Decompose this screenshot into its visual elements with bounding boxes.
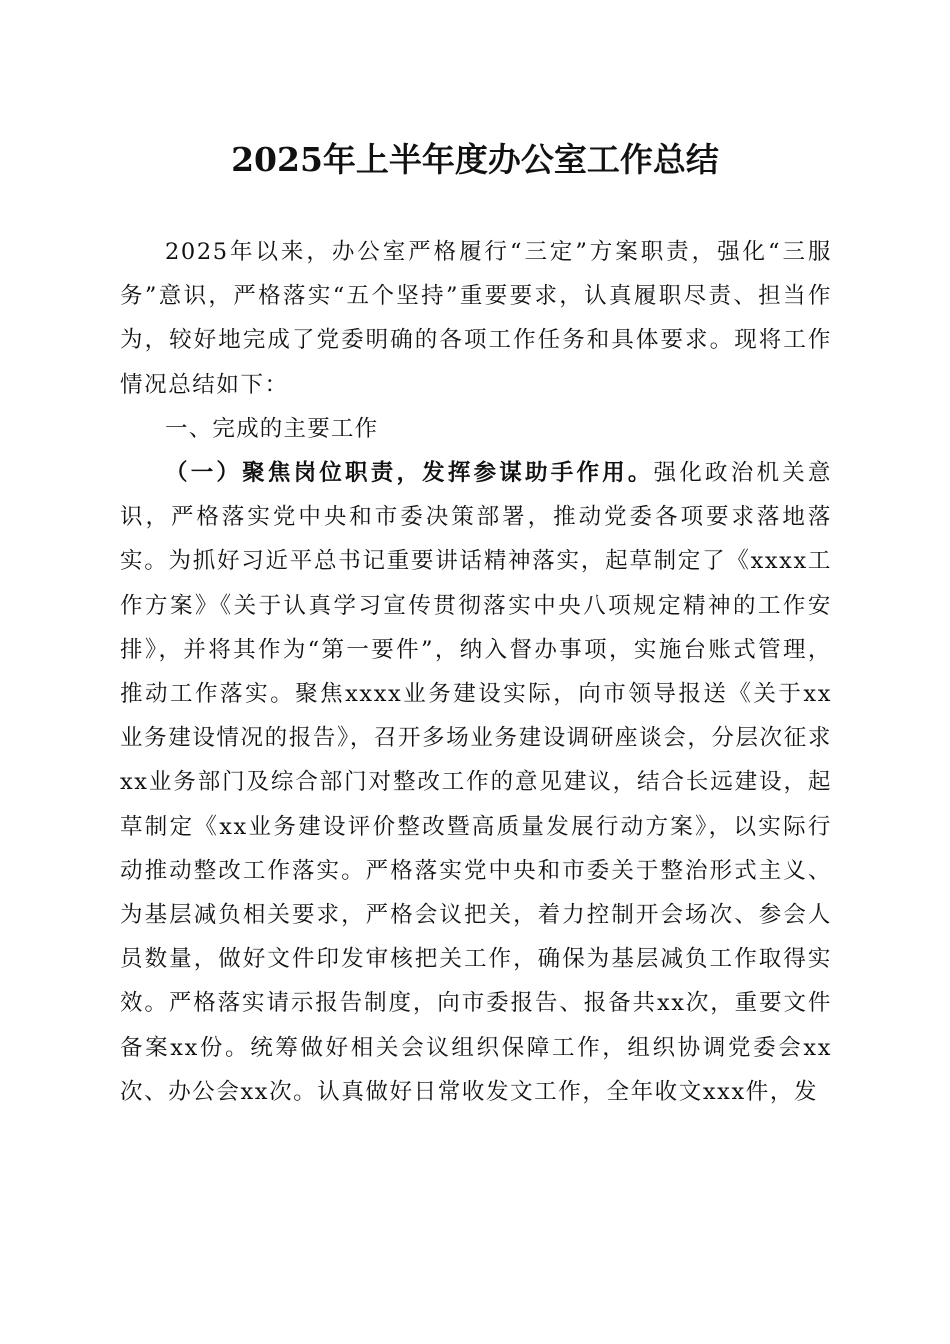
- subsection-heading: （一）聚焦岗位职责，发挥参谋助手作用。: [165, 460, 654, 487]
- document-title: 2025年上半年度办公室工作总结: [231, 140, 719, 179]
- subsection-text: 强化政治机关意识，严格落实党中央和市委决策部署，推动党委各项要求落地落实。为抓好习近平总书记重要讲话精神落实，起草制定了《xxxx工作方案》《关于认真学习宣传贯彻落实中央八项规定精神的工作安排》，并将其作为“第一要件”，纳入督办事项，实施台账式管理，推动工作落实。聚焦xxxx业务建设实际，向市领导报送《关于xx业务建设情况的报告》，召开多场业务建设调研座谈会，分层次征求xx业务部门及综合部门对整改工作的意见建议，结合长远建设，起草制定《xx业务建设评价整改暨高质量发展行动方案》，以实际行动推动整改工作落实。严格落实党中央和市委关于整治形式主义、为基层减负相关要求，严格会议把关，着力控制开会场次、参会人员数量，做好文件印发审核把关工作，确保为基层减负工作取得实效。严格落实请示报告制度，向市委报告、报备共xx次，重要文件备案xx份。统筹做好相关会议组织保障工作，组织协调党委会xx次、办公会xx次。认真做好日常收发文工作，全年收文xxx件，发: [120, 460, 833, 1105]
- section-heading: 一、完成的主要工作: [165, 415, 379, 442]
- subsection-paragraph: [120, 451, 832, 1114]
- intro-paragraph: 2025年以来，办公室严格履行“三定”方案职责，强化“三服务”意识，严格落实“五个坚持”重要要求，认真履职尽责、担当作为，较好地完成了党委明确的各项工作任务和具体要求。现将工作情况总结如下：: [120, 239, 832, 398]
- document-body: [120, 230, 832, 1114]
